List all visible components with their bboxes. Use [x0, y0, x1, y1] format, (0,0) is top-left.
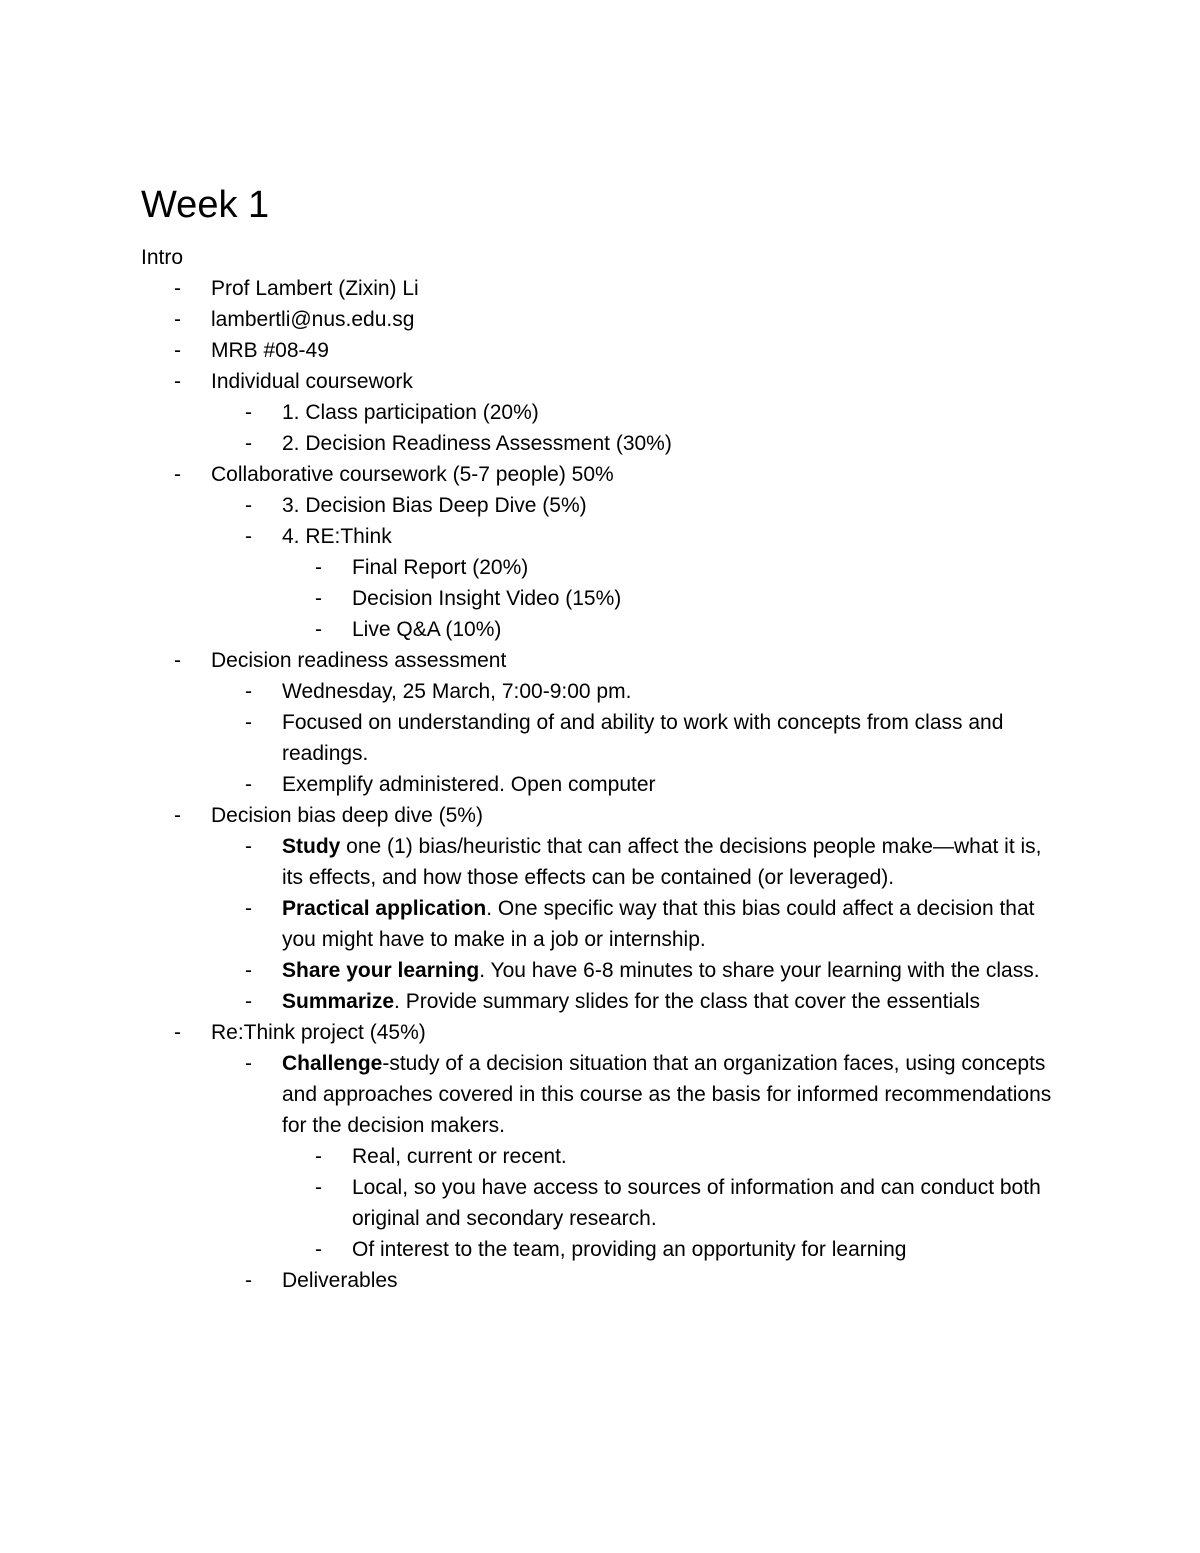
list-item-text: 2. Decision Readiness Assessment (30%) [282, 432, 672, 455]
list-item-text: Local, so you have access to sources of information and can conduct both original and secondary research. [352, 1176, 1041, 1230]
list-item [0, 1265, 1200, 1296]
bullet-dash: - [245, 432, 252, 455]
list-item [0, 397, 1200, 428]
list-item [0, 583, 1200, 614]
bullet-dash: - [174, 1021, 181, 1044]
bullet-dash: - [245, 711, 252, 734]
list-item [0, 645, 1200, 676]
list-item-text: Final Report (20%) [352, 556, 529, 579]
list-item [0, 1141, 1200, 1172]
list-item-text: 1. Class participation (20%) [282, 401, 539, 424]
list-item [0, 273, 1200, 304]
list-item [0, 521, 1200, 552]
list-item-text: Prof Lambert (Zixin) Li [211, 277, 419, 300]
bold-term: Challenge [282, 1052, 383, 1075]
bold-term: Practical application [282, 897, 487, 920]
list-item-text: Individual coursework [211, 370, 413, 393]
list-item-text: 3. Decision Bias Deep Dive (5%) [282, 494, 587, 517]
bullet-dash: - [245, 401, 252, 424]
list-item-text: Of interest to the team, providing an opportunity for learning [352, 1238, 907, 1261]
bullet-dash: - [174, 804, 181, 827]
bullet-dash: - [174, 370, 181, 393]
list-item [0, 800, 1200, 831]
list-item [0, 552, 1200, 583]
list-item-text: Wednesday, 25 March, 7:00-9:00 pm. [282, 680, 632, 703]
list-item [0, 986, 1200, 1017]
list-item [0, 1172, 1200, 1234]
list-item [0, 893, 1200, 955]
bullet-dash: - [245, 525, 252, 548]
bullet-dash: - [245, 773, 252, 796]
list-item [0, 1048, 1200, 1141]
bullet-dash: - [315, 618, 322, 641]
bullet-dash: - [315, 1145, 322, 1168]
list-item [0, 831, 1200, 893]
bullet-dash: - [245, 494, 252, 517]
list-item-text: 4. RE:Think [282, 525, 392, 548]
list-item [0, 676, 1200, 707]
bold-term: Share your learning [282, 959, 480, 982]
list-item-text: Live Q&A (10%) [352, 618, 502, 641]
list-item [0, 490, 1200, 521]
bullet-dash: - [315, 1238, 322, 1261]
outline-list [0, 273, 1200, 1296]
bullet-dash: - [245, 990, 252, 1013]
item-detail: one (1) bias/heuristic that can affect the decisions people make—what it is, its effects, and how those effects can be contained (or leveraged). [282, 835, 1042, 889]
list-item [0, 707, 1200, 769]
bullet-dash: - [315, 556, 322, 579]
list-item-text: Decision bias deep dive (5%) [211, 804, 483, 827]
bullet-dash: - [245, 1269, 252, 1292]
page-title: Week 1 [141, 184, 270, 226]
list-item-text [282, 1048, 1057, 1141]
bullet-dash: - [174, 308, 181, 331]
bullet-dash: - [245, 835, 252, 858]
bullet-dash: - [174, 463, 181, 486]
bullet-dash: - [315, 587, 322, 610]
bullet-dash: - [174, 277, 181, 300]
bold-term: Summarize [282, 990, 395, 1013]
list-item [0, 1234, 1200, 1265]
list-item [0, 335, 1200, 366]
list-item [0, 366, 1200, 397]
list-item-text: Decision Insight Video (15%) [352, 587, 622, 610]
list-item-text: Exemplify administered. Open computer [282, 773, 656, 796]
item-detail: . You have 6-8 minutes to share your learning with the class. [479, 959, 1040, 982]
email-text: lambertli@nus.edu.sg [211, 308, 415, 331]
list-item-text: Real, current or recent. [352, 1145, 567, 1168]
list-item-text: Deliverables [282, 1269, 398, 1292]
list-item-text: Collaborative coursework (5-7 people) 50% [211, 463, 614, 486]
item-detail: -study of a decision situation that an organization faces, using concepts and approaches covered in this course as the basis for informed recommendations for the decision makers. [282, 1052, 1052, 1137]
list-item [0, 955, 1200, 986]
list-item [0, 428, 1200, 459]
list-item-text: MRB #08-49 [211, 339, 329, 362]
list-item-text [282, 986, 1057, 1017]
list-item [0, 1017, 1200, 1048]
list-item [0, 304, 1200, 335]
item-detail: . Provide summary slides for the class that cover the essentials [394, 990, 980, 1013]
list-item-text: Re:Think project (45%) [211, 1021, 426, 1044]
list-item [0, 614, 1200, 645]
list-item [0, 459, 1200, 490]
list-item-text [282, 831, 1057, 893]
list-item-text: Focused on understanding of and ability to work with concepts from class and readings. [282, 711, 1004, 765]
bullet-dash: - [174, 339, 181, 362]
list-item [0, 769, 1200, 800]
list-item-text: Decision readiness assessment [211, 649, 507, 672]
list-item-text [282, 893, 1057, 955]
item-detail: . One specific way that this bias could affect a decision that you might have to make in a job or internship. [282, 897, 1035, 951]
list-item-text [282, 955, 1057, 986]
section-label: Intro [141, 246, 184, 269]
bullet-dash: - [245, 1052, 252, 1075]
bullet-dash: - [315, 1176, 322, 1199]
bullet-dash: - [174, 649, 181, 672]
bold-term: Study [282, 835, 341, 858]
bullet-dash: - [245, 959, 252, 982]
bullet-dash: - [245, 897, 252, 920]
bullet-dash: - [245, 680, 252, 703]
